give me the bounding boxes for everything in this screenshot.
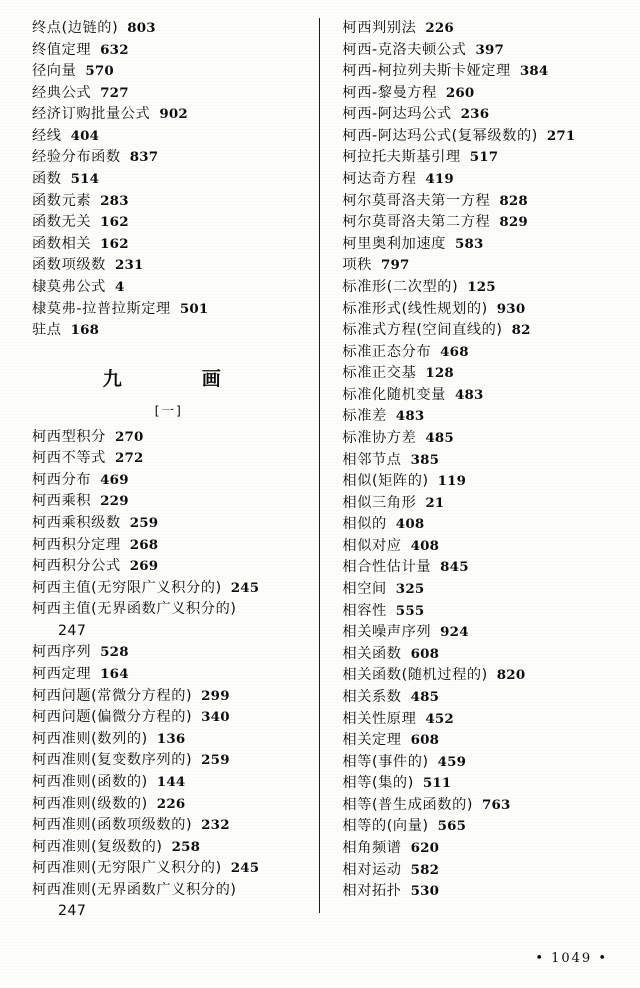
entry-term: 相关函数(随机过程的)	[342, 667, 488, 684]
entry-page: 229	[100, 493, 129, 510]
index-entry	[32, 815, 307, 837]
index-entry	[32, 126, 307, 148]
entry-page: 299	[201, 687, 230, 704]
entry-term: 相邻节点	[342, 451, 402, 468]
index-entry	[32, 556, 307, 578]
entry-term: 相等(集的)	[342, 775, 414, 792]
entry-page: 168	[70, 322, 100, 339]
index-entry	[32, 642, 307, 664]
entry-term: 柯西序列	[32, 644, 92, 661]
entry-term: 柯里奥利加速度	[342, 235, 446, 252]
index-entry	[342, 709, 614, 731]
entry-page: 82	[511, 322, 531, 339]
entry-term: 柯尔莫哥洛夫第一方程	[342, 192, 491, 209]
index-entry	[32, 858, 307, 880]
index-entry	[342, 320, 614, 342]
entry-term: 相对运动	[342, 861, 402, 878]
index-entry	[32, 707, 307, 729]
index-entry	[342, 147, 614, 169]
entry-page: 268	[129, 536, 159, 553]
index-entry	[342, 860, 614, 882]
index-entry	[342, 795, 614, 817]
entry-term: 柯西-克洛夫顿公式	[342, 41, 467, 58]
entry-term: 柯西-黎曼方程	[342, 84, 437, 101]
entry-term: 柯西主值(无界函数广义积分的)	[32, 601, 237, 618]
index-entry	[342, 234, 614, 256]
index-entry	[342, 40, 614, 62]
entry-term: 柯西主值(无穷限广义积分的)	[32, 579, 222, 596]
entry-term: 相等的(向量)	[342, 818, 429, 835]
entry-page: 271	[546, 127, 576, 144]
entry-term: 相空间	[342, 581, 387, 598]
entry-page: 162	[100, 235, 129, 252]
left-column	[30, 18, 319, 918]
index-entry	[32, 513, 307, 535]
index-entry	[342, 687, 614, 709]
index-entry	[32, 750, 307, 772]
entry-page: 245	[230, 860, 260, 877]
entry-term: 柯西问题(常微分方程的)	[32, 687, 193, 704]
entry-term: 标准正交基	[342, 365, 417, 382]
index-entry	[32, 212, 307, 234]
entry-page: 452	[425, 710, 454, 727]
entry-term: 柯西准则(复变数序列的)	[32, 752, 193, 769]
index-entry	[342, 493, 614, 515]
index-entry	[342, 83, 614, 105]
index-entry	[32, 191, 307, 213]
column-divider	[319, 18, 320, 913]
entry-term: 柯西准则(复级数的)	[32, 838, 163, 855]
entry-term: 棣莫弗公式	[32, 278, 106, 295]
index-entry	[32, 427, 307, 449]
entry-term: 柯西分布	[32, 471, 92, 488]
entry-page: 924	[440, 624, 469, 641]
entry-page: 829	[499, 214, 528, 231]
entry-page: 608	[410, 645, 440, 662]
entry-term: 相对拓扑	[342, 883, 402, 900]
section-heading: 九 画	[102, 367, 235, 390]
entry-term: 柯西准则(函数的)	[32, 773, 148, 790]
index-entry	[342, 752, 614, 774]
entry-page: 837	[129, 149, 159, 166]
page-number: • 1049 •	[535, 951, 608, 966]
entry-term: 经线	[32, 127, 62, 144]
entry-continuation-page: 247	[58, 903, 87, 920]
entry-term: 径向量	[32, 63, 77, 80]
entry-term: 柯尔莫哥洛夫第二方程	[342, 214, 491, 231]
entry-page: 272	[114, 450, 144, 467]
entry-page: 128	[425, 365, 454, 382]
entry-term: 函数	[32, 171, 62, 188]
entry-page: 485	[410, 688, 440, 705]
entry-page: 514	[70, 171, 100, 188]
entry-term: 标准形(二次型的)	[342, 278, 459, 295]
entry-term: 柯西不等式	[32, 450, 106, 467]
index-entry	[32, 578, 307, 600]
index-entry	[32, 18, 307, 40]
index-entry	[342, 730, 614, 752]
entry-term: 函数项级数	[32, 257, 106, 274]
entry-term: 相关函数	[342, 645, 402, 662]
index-entry	[32, 255, 307, 277]
left-entry-list-bottom	[30, 427, 307, 923]
entry-page: 565	[437, 818, 467, 835]
index-entry	[32, 686, 307, 708]
entry-page: 231	[114, 257, 144, 274]
entry-term: 终点(边链的)	[32, 20, 119, 36]
entry-term: 柯西准则(无穷限广义积分的)	[32, 860, 222, 877]
entry-page: 144	[156, 773, 186, 790]
index-entry	[32, 169, 307, 191]
entry-page: 483	[395, 408, 425, 425]
entry-page: 245	[230, 579, 260, 596]
entry-term: 柯西乘积	[32, 493, 92, 510]
entry-page: 845	[440, 559, 469, 576]
index-entry	[342, 514, 614, 536]
entry-page: 930	[496, 300, 526, 317]
left-entry-list-top	[30, 18, 307, 342]
entry-page: 408	[395, 516, 425, 533]
entry-term: 驻点	[32, 322, 62, 339]
entry-term: 标准协方差	[342, 429, 417, 446]
entry-continuation-page: 247	[58, 622, 87, 639]
index-entry	[32, 837, 307, 859]
two-column-layout	[30, 18, 614, 918]
entry-page: 397	[475, 41, 505, 58]
entry-term: 相合性估计量	[342, 559, 432, 576]
index-entry	[342, 881, 614, 903]
entry-term: 柯西-阿达玛公式(复幂级数的)	[342, 127, 538, 144]
entry-term: 柯西准则(级数的)	[32, 795, 148, 812]
entry-page: 404	[70, 127, 100, 144]
index-entry	[32, 491, 307, 513]
index-entry	[342, 622, 614, 644]
index-entry	[342, 471, 614, 493]
entry-term: 柯西-阿达玛公式	[342, 106, 452, 123]
entry-term: 标准形式(线性规划的)	[342, 300, 488, 317]
entry-term: 标准差	[342, 408, 387, 425]
entry-page: 125	[467, 278, 496, 295]
index-entry	[342, 191, 614, 213]
entry-page: 469	[100, 471, 129, 488]
entry-term: 柯拉托夫斯基引理	[342, 149, 461, 166]
index-entry	[32, 234, 307, 256]
entry-page: 820	[496, 667, 526, 684]
index-entry	[32, 772, 307, 794]
entry-term: 标准正态分布	[342, 343, 432, 360]
entry-page: 501	[179, 300, 209, 317]
index-entry	[342, 61, 614, 83]
entry-term: 相等(普生成函数的)	[342, 796, 473, 813]
entry-page: 511	[422, 775, 452, 792]
index-entry	[342, 557, 614, 579]
index-entry	[342, 277, 614, 299]
entry-page: 608	[410, 732, 440, 749]
entry-page: 259	[201, 752, 230, 769]
entry-term: 相角频谱	[342, 839, 402, 856]
index-entry	[342, 299, 614, 321]
index-entry	[342, 255, 614, 277]
entry-page: 570	[85, 63, 114, 80]
entry-page: 258	[171, 838, 201, 855]
index-entry	[32, 470, 307, 492]
entry-page: 468	[440, 343, 469, 360]
entry-page: 583	[454, 235, 484, 252]
entry-page: 136	[156, 730, 186, 747]
index-entry	[342, 601, 614, 623]
entry-page: 21	[425, 494, 445, 511]
index-entry	[342, 644, 614, 666]
entry-term: 经济订购批量公式	[32, 106, 151, 123]
entry-term: 柯西定理	[32, 666, 92, 683]
entry-page: 620	[410, 839, 440, 856]
entry-page: 459	[437, 753, 467, 770]
entry-page: 162	[100, 214, 129, 231]
index-entry	[32, 729, 307, 751]
entry-page: 119	[437, 473, 467, 490]
entry-page: 555	[395, 602, 425, 619]
entry-page: 632	[100, 41, 129, 58]
entry-term: 终值定理	[32, 41, 92, 58]
entry-page: 260	[445, 84, 475, 101]
index-entry	[32, 880, 307, 902]
entry-term: 相似(矩阵的)	[342, 473, 429, 490]
entry-term: 棣莫弗-拉普拉斯定理	[32, 300, 171, 317]
entry-term: 相关系数	[342, 688, 402, 705]
index-entry	[32, 83, 307, 105]
entry-page: 259	[129, 514, 159, 531]
index-entry	[32, 448, 307, 470]
entry-term: 相关定理	[342, 732, 402, 749]
entry-page: 483	[454, 386, 484, 403]
index-entry	[32, 104, 307, 126]
entry-term: 柯西-柯拉列夫斯卡娅定理	[342, 63, 511, 80]
index-entry	[32, 299, 307, 321]
entry-page: 517	[469, 149, 499, 166]
index-entry	[342, 838, 614, 860]
index-entry	[342, 385, 614, 407]
entry-page: 763	[482, 796, 511, 813]
entry-page: 419	[425, 171, 454, 188]
entry-term: 柯西判别法	[342, 20, 417, 36]
index-entry	[32, 320, 307, 342]
entry-term: 相似对应	[342, 537, 402, 554]
index-entry	[342, 428, 614, 450]
entry-page: 4	[114, 278, 125, 295]
entry-page: 485	[425, 429, 454, 446]
entry-term: 相容性	[342, 602, 387, 619]
index-entry	[342, 536, 614, 558]
index-entry	[342, 450, 614, 472]
entry-page: 408	[410, 537, 440, 554]
entry-term: 项秩	[342, 257, 372, 274]
entry-term: 柯西准则(数列的)	[32, 730, 148, 747]
index-entry	[342, 104, 614, 126]
entry-term: 标准式方程(空间直线的)	[342, 322, 503, 339]
index-entry	[342, 363, 614, 385]
entry-term: 柯西问题(偏微分方程的)	[32, 709, 193, 726]
entry-page: 164	[100, 666, 129, 683]
entry-term: 经验分布函数	[32, 149, 121, 166]
entry-term: 柯西准则(无界函数广义积分的)	[32, 881, 237, 898]
entry-page: 530	[410, 883, 440, 900]
entry-term: 柯西积分定理	[32, 536, 121, 553]
index-entry	[32, 535, 307, 557]
entry-page: 797	[381, 257, 410, 274]
index-entry	[32, 664, 307, 686]
entry-page: 226	[425, 20, 454, 36]
entry-term: 相似三角形	[342, 494, 417, 511]
entry-page: 582	[410, 861, 440, 878]
index-entry	[342, 773, 614, 795]
index-entry	[32, 794, 307, 816]
entry-page: 384	[519, 63, 549, 80]
index-entry	[32, 61, 307, 83]
entry-page: 232	[201, 817, 230, 834]
entry-page: 269	[129, 558, 159, 575]
entry-term: 柯西型积分	[32, 428, 106, 445]
entry-term: 标准化随机变量	[342, 386, 446, 403]
entry-term: 函数元素	[32, 192, 92, 209]
entry-term: 函数无关	[32, 214, 92, 231]
section-subheading: [一]	[154, 402, 183, 418]
index-entry	[342, 579, 614, 601]
index-entry	[32, 277, 307, 299]
entry-term: 柯达奇方程	[342, 171, 417, 188]
entry-page: 727	[100, 84, 129, 101]
entry-page: 226	[156, 795, 186, 812]
index-entry	[342, 126, 614, 148]
index-entry	[342, 665, 614, 687]
entry-term: 柯西准则(函数项级数的)	[32, 817, 193, 834]
entry-page: 340	[201, 709, 230, 726]
entry-page: 902	[159, 106, 188, 123]
entry-term: 相等(事件的)	[342, 753, 429, 770]
entry-term: 相似的	[342, 516, 387, 533]
entry-page: 385	[410, 451, 440, 468]
right-column	[322, 18, 614, 918]
entry-term: 相关性原理	[342, 710, 417, 727]
index-entry	[342, 18, 614, 40]
entry-term: 柯西积分公式	[32, 558, 121, 575]
index-entry	[342, 212, 614, 234]
index-entry	[342, 406, 614, 428]
index-entry	[32, 40, 307, 62]
index-entry	[342, 169, 614, 191]
entry-page: 270	[114, 428, 144, 445]
index-entry	[342, 816, 614, 838]
entry-term: 函数相关	[32, 235, 92, 252]
entry-term: 经典公式	[32, 84, 92, 101]
entry-page: 236	[460, 106, 490, 123]
index-entry	[32, 147, 307, 169]
index-entry	[32, 599, 307, 621]
entry-term: 相关噪声序列	[342, 624, 432, 641]
entry-page: 803	[127, 20, 156, 36]
entry-page: 828	[499, 192, 528, 209]
entry-page: 528	[100, 644, 129, 661]
entry-page: 283	[100, 192, 129, 209]
index-entry	[342, 342, 614, 364]
entry-term: 柯西乘积级数	[32, 514, 121, 531]
entry-page: 325	[395, 581, 425, 598]
